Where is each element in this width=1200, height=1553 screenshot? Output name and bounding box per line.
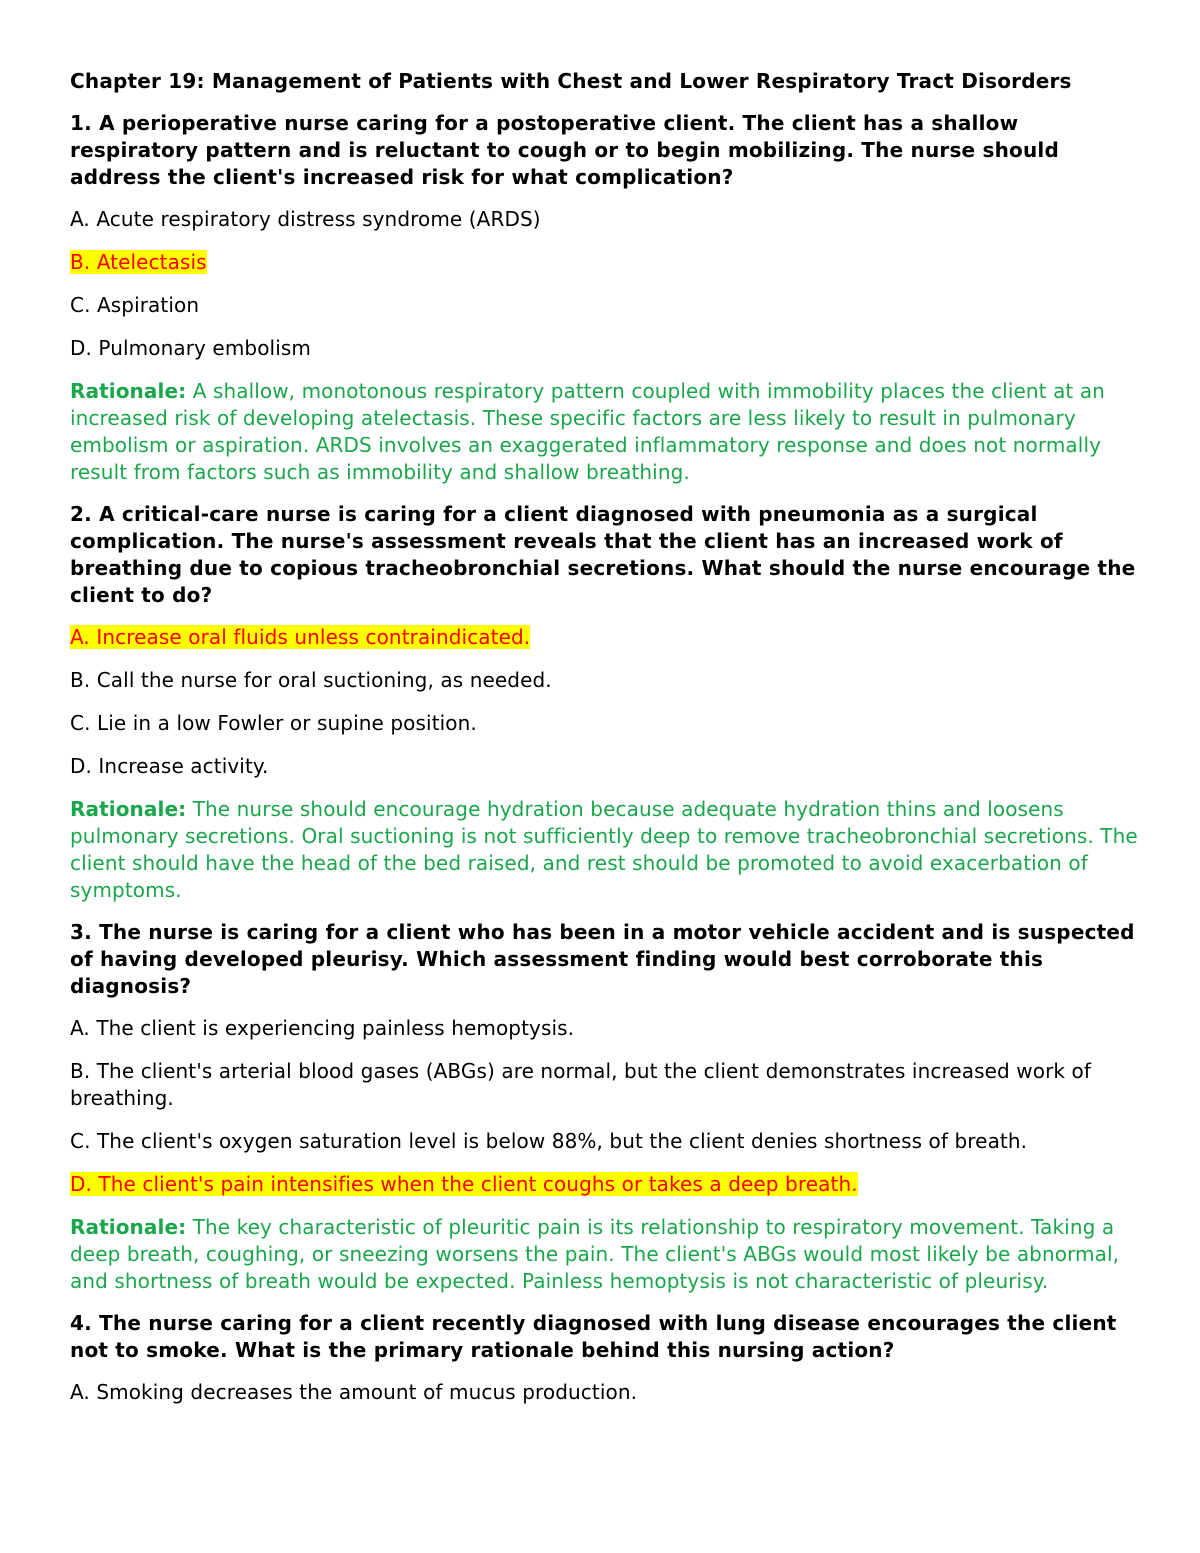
answer-option <box>70 667 1140 694</box>
option-text: A. Smoking decreases the amount of mucus production. <box>70 1380 638 1404</box>
option-text: B. The client's arterial blood gases (ABGs) are normal, but the client demonstrates increased work of breathing. <box>70 1059 1092 1110</box>
rationale <box>70 1214 1140 1295</box>
option-text: D. Pulmonary embolism <box>70 336 311 360</box>
answer-option <box>70 710 1140 737</box>
option-text: C. Aspiration <box>70 293 200 317</box>
rationale-label: Rationale: <box>70 379 187 403</box>
question-block <box>70 919 1140 1295</box>
question-text: 3. The nurse is caring for a client who has been in a motor vehicle accident and is suspected of having developed pleurisy. Which assessment finding would best corroborate this diagnosis? <box>70 920 1135 998</box>
rationale-text: The nurse should encourage hydration because adequate hydration thins and loosens pulmonary secretions. Oral suctioning is not sufficiently deep to remove tracheobronchial secretions. The client should have the head of the bed raised, and rest should be promoted to avoid exacerbation of symptoms. <box>70 797 1138 902</box>
rationale <box>70 378 1140 486</box>
question-text: 4. The nurse caring for a client recently diagnosed with lung disease encourages the client not to smoke. What is the primary rationale behind this nursing action? <box>70 1311 1117 1362</box>
question-text: 2. A critical-care nurse is caring for a client diagnosed with pneumonia as a surgical complication. The nurse's assessment reveals that the client has an increased work of breathing due to copious tracheobronchial secretions. What should the nurse encourage the client to do? <box>70 502 1136 607</box>
answer-option-correct <box>70 249 1140 276</box>
option-text: B. Call the nurse for oral suctioning, as needed. <box>70 668 552 692</box>
rationale-label: Rationale: <box>70 797 187 821</box>
option-text: C. The client's oxygen saturation level is below 88%, but the client denies shortness of breath. <box>70 1129 1028 1153</box>
answer-option <box>70 206 1140 233</box>
answer-option <box>70 292 1140 319</box>
correct-answer-highlight: D. The client's pain intensifies when the client coughs or takes a deep breath. <box>70 1172 858 1196</box>
question-text: 1. A perioperative nurse caring for a postoperative client. The client has a shallow respiratory pattern and is reluctant to cough or to begin mobilizing. The nurse should address the client's increased risk for what complication? <box>70 111 1059 189</box>
rationale-text: A shallow, monotonous respiratory pattern coupled with immobility places the client at an increased risk of developing atelectasis. These specific factors are less likely to result in pulmonary embolism or aspiration. ARDS involves an exaggerated inflammatory response and does not normally result from factors such as immobility and shallow breathing. <box>70 379 1105 484</box>
correct-answer-highlight: B. Atelectasis <box>70 250 207 274</box>
question-block <box>70 501 1140 904</box>
document-title: Chapter 19: Management of Patients with Chest and Lower Respiratory Tract Disorders <box>70 69 1072 93</box>
option-text: D. Increase activity. <box>70 754 269 778</box>
rationale-text: The key characteristic of pleuritic pain is its relationship to respiratory movement. Taking a deep breath, coughing, or sneezing worsens the pain. The client's ABGs would most likely be abnormal, and shortness of breath would be expected. Painless hemoptysis is not characteristic of pleurisy. <box>70 1215 1120 1293</box>
answer-option <box>70 1058 1140 1112</box>
document-page <box>70 68 1140 1422</box>
correct-answer-highlight: A. Increase oral fluids unless contraindicated. <box>70 625 531 649</box>
answer-option <box>70 1015 1140 1042</box>
answer-option <box>70 1379 1140 1406</box>
answer-option <box>70 335 1140 362</box>
answer-option <box>70 753 1140 780</box>
question-block <box>70 1310 1140 1406</box>
answer-option-correct <box>70 624 1140 651</box>
rationale <box>70 796 1140 904</box>
answer-option <box>70 1128 1140 1155</box>
question-block <box>70 110 1140 486</box>
rationale-label: Rationale: <box>70 1215 187 1239</box>
option-text: A. Acute respiratory distress syndrome (ARDS) <box>70 207 541 231</box>
option-text: C. Lie in a low Fowler or supine position. <box>70 711 477 735</box>
answer-option-correct <box>70 1171 1140 1198</box>
option-text: A. The client is experiencing painless hemoptysis. <box>70 1016 575 1040</box>
